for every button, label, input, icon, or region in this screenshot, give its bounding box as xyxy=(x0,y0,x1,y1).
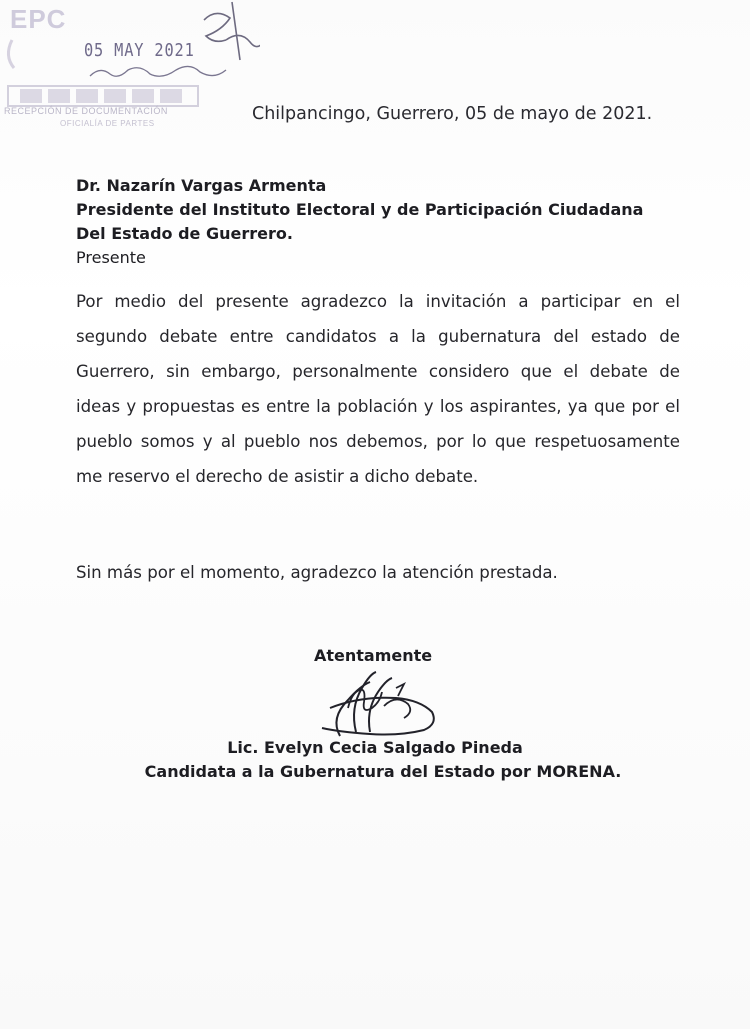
handwritten-signature-icon xyxy=(300,648,450,748)
letter-body: Por medio del presente agradezco la invitación a participar en el segundo debate entre candidatos a la gubernatura del estado de Guerrero, sin embargo, personalmente considero que el debate de ideas y propuestas es entre la población y los aspirantes, ya que por el pueblo somos y al pueblo nos debemos, por lo que respetuosamente me reservo el derecho de asistir a dicho debate. xyxy=(76,292,680,486)
recipient-name: Dr. Nazarín Vargas Armenta xyxy=(76,176,327,195)
signer-name: Lic. Evelyn Cecia Salgado Pineda xyxy=(227,738,523,757)
recipient-position-line1: Presidente del Instituto Electoral y de Participación Ciudadana xyxy=(76,200,644,219)
stamp-receiver-line: RECEPCIÓN DE DOCUMENTACIÓN xyxy=(4,106,168,116)
recipient-greeting: Presente xyxy=(76,248,146,267)
letter-closing: Sin más por el momento, agradezco la atención prestada. xyxy=(76,563,558,582)
reception-stamp xyxy=(0,0,260,140)
stamp-logo: EPC xyxy=(10,4,67,34)
recipient-block xyxy=(76,174,643,270)
recipient-position-line2: Del Estado de Guerrero. xyxy=(76,224,293,243)
stamp-office-line: OFICIALÍA DE PARTES xyxy=(60,119,155,128)
stamp-date: 05 MAY 2021 xyxy=(84,40,195,61)
signer-title: Candidata a la Gubernatura del Estado por MORENA. xyxy=(144,762,622,781)
letter-valediction: Atentamente xyxy=(314,646,433,665)
letter-dateline: Chilpancingo, Guerrero, 05 de mayo de 2021. xyxy=(252,104,653,124)
